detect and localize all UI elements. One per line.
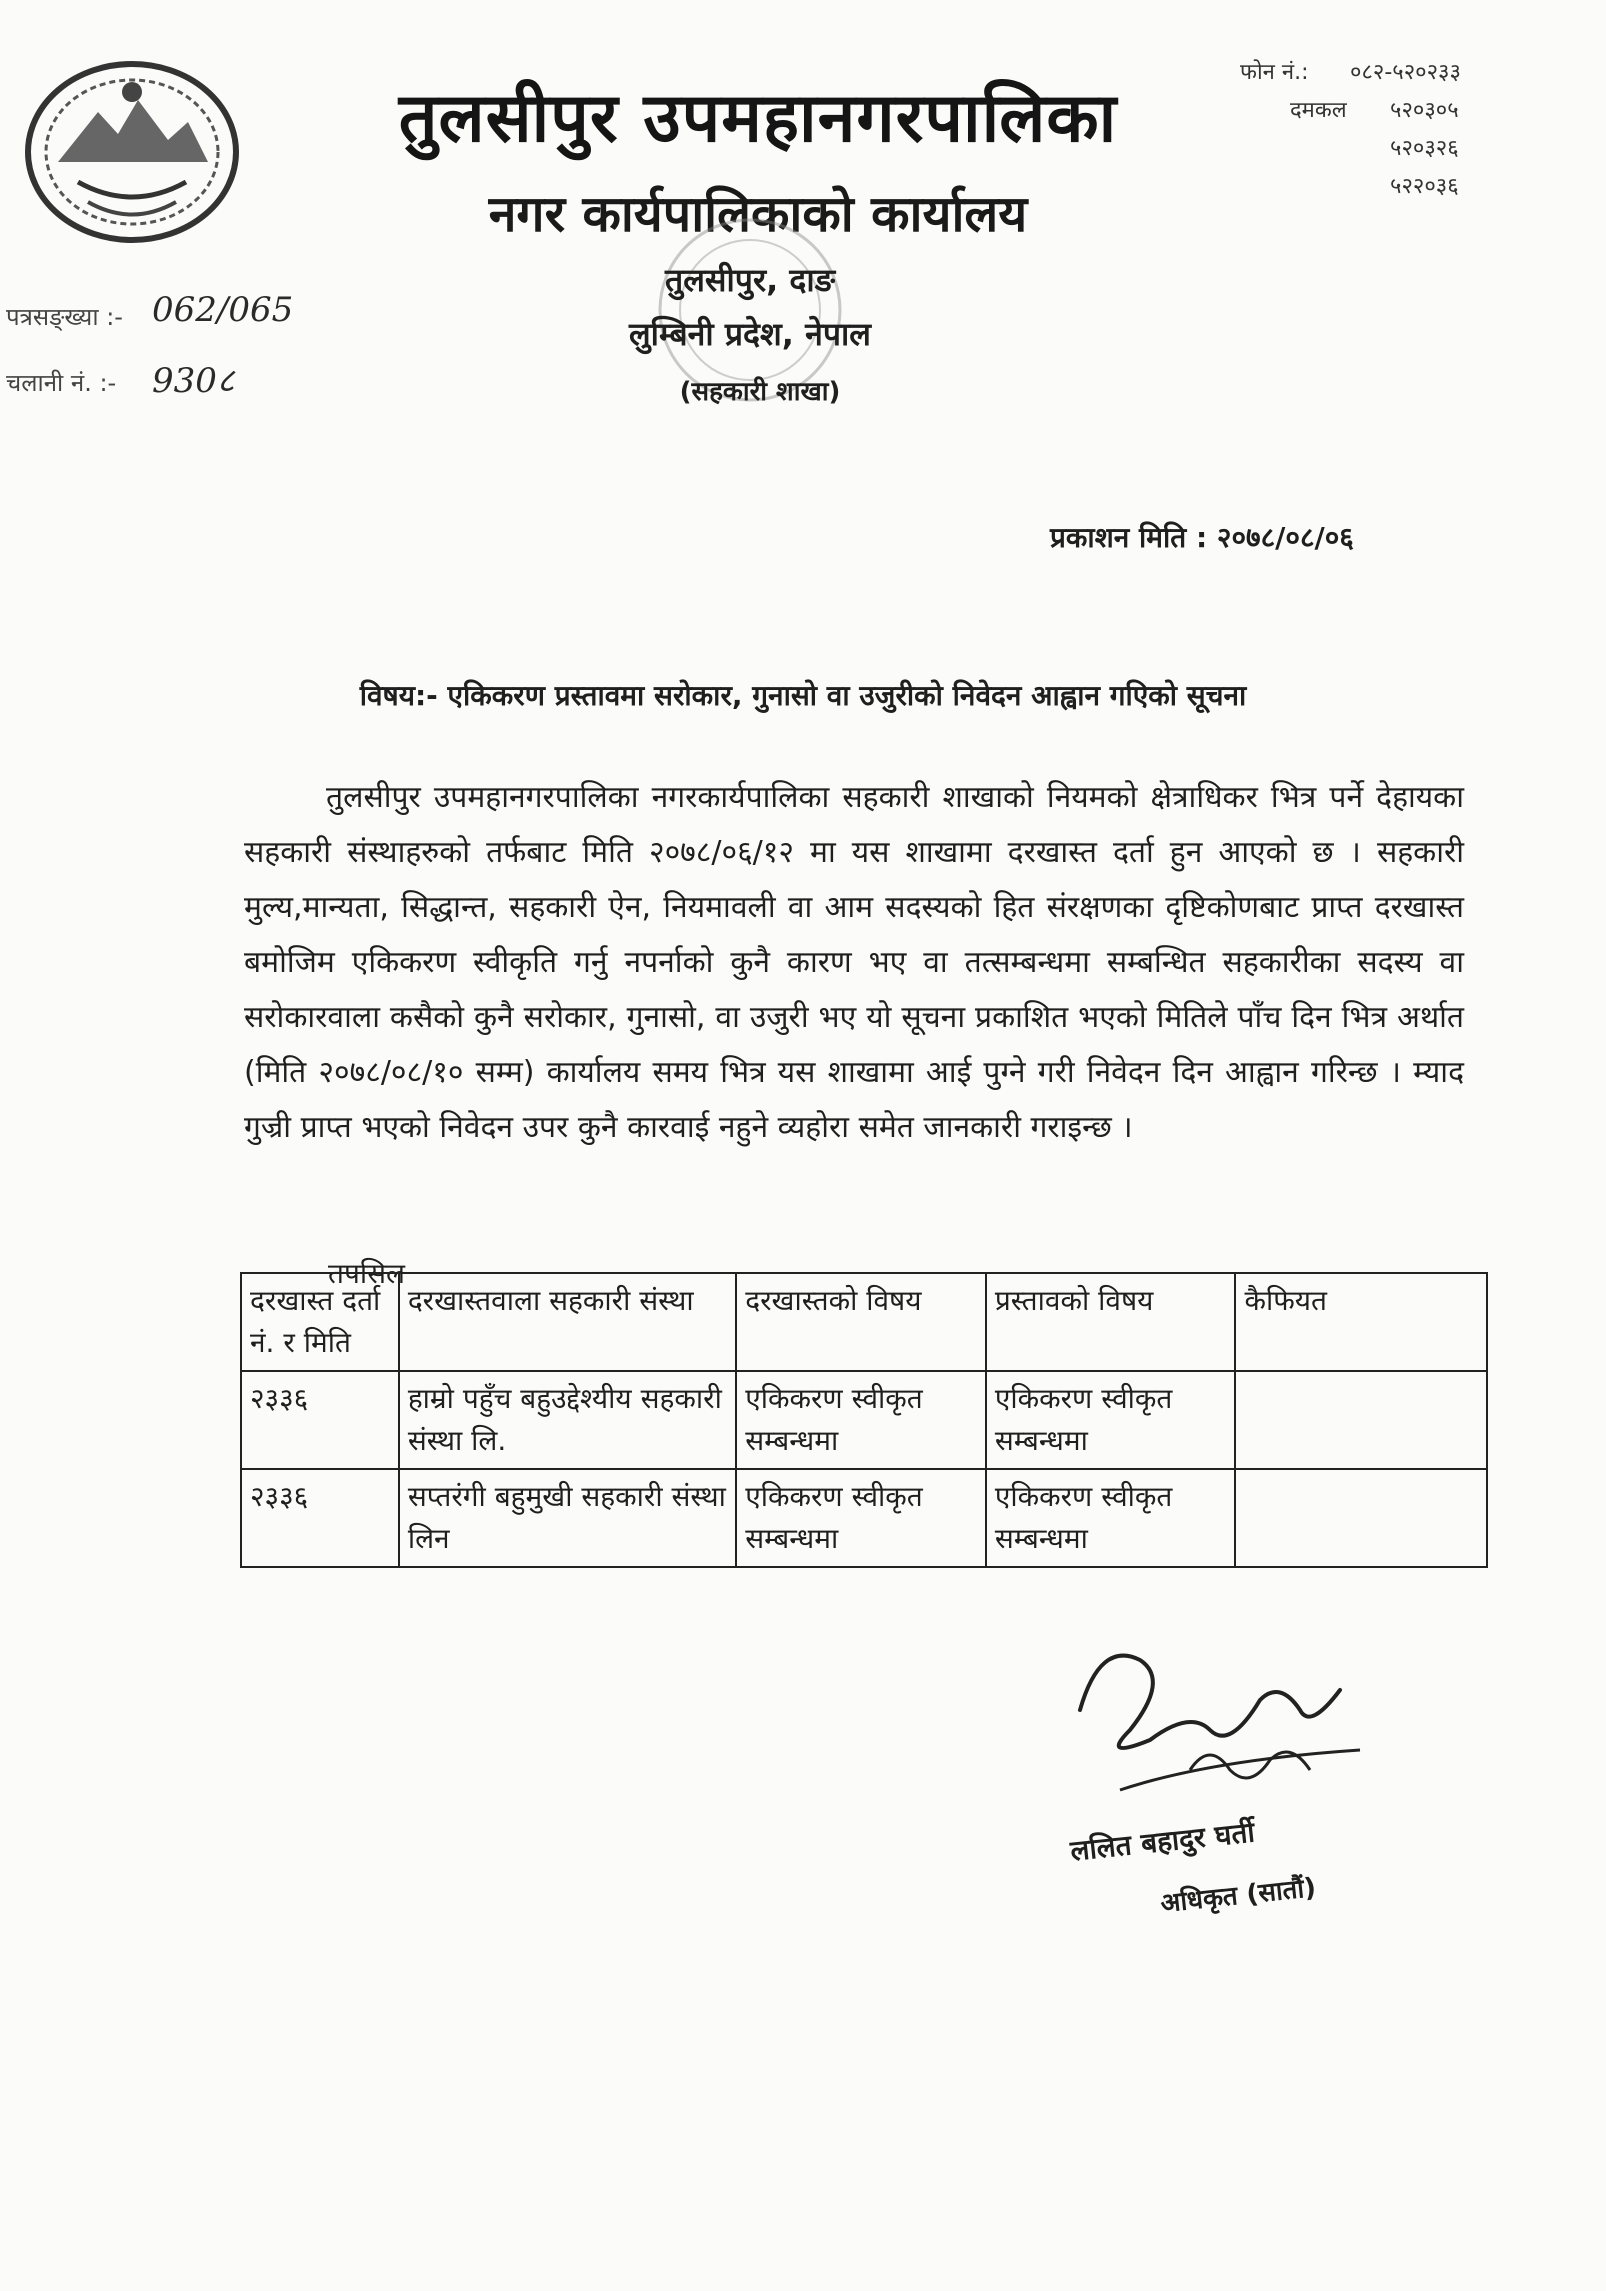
table-cell: २३३६ — [241, 1371, 399, 1469]
table-cell: २३३६ — [241, 1469, 399, 1567]
address-line-1: तुलसीपुर, दाङ — [664, 261, 836, 299]
notice-body: तुलसीपुर उपमहानगरपालिका नगरकार्यपालिका सहकारी शाखाको नियमको क्षेत्राधिकर भित्र पर्ने देहायका सहकारी संस्थाहरुको तर्फबाट मिति २०७८/०६/१२ मा यस शाखामा दरखास्त दर्ता हुन आएको छ । सहकारी मुल्य,मान्यता, सिद्धान्त, सहकारी ऐन, नियमावली वा आम सदस्यको हित संरक्षणका दृष्टिकोणबाट प्राप्त दरखास्त बमोजिम एकिकरण स्वीकृति गर्नु नपर्नाको कुनै कारण भए वा तत्सम्बन्धमा सम्बन्धित सहकारीका सदस्य वा सरोकारवाला कसैको कुनै सरोकार, गुनासो, वा उजुरी भए यो सूचना प्रकाशित भएको मितिले पाँच दिन भित्र अर्थात (मिति २०७८/०८/१० सम्म) कार्यालय समय भित्र यस शाखामा आई पुग्ने गरी निवेदन दिन आह्वान गरिन्छ । म्याद गुज्री प्राप्त भएको निवेदन उपर कुनै कारवाई नहुने व्यहोरा समेत जानकारी गराइन्छ । — [244, 780, 1464, 1145]
dispatch-value: 930८ — [152, 361, 235, 401]
table-cell: एकिकरण स्वीकृत सम्बन्धमा — [736, 1371, 986, 1469]
table-row — [241, 1371, 1487, 1469]
subject-line: विषय:- एकिकरण प्रस्तावमा सरोकार, गुनासो वा उजुरीको निवेदन आह्वान गएिको सूचना — [359, 679, 1247, 712]
dispatch-label: चलानी नं. :- — [6, 369, 117, 397]
letter-no-label: पत्रसङ्ख्या :- — [6, 303, 123, 331]
table-header-cell: प्रस्तावको विषय — [986, 1273, 1236, 1371]
org-name: तुलसीपुर उपमहानगरपालिका — [398, 79, 1118, 158]
signer-name: ललित बहादुर घर्ती — [1068, 1815, 1257, 1868]
phone-3: ५२०३२६ — [1390, 136, 1459, 161]
table-cell — [1235, 1469, 1487, 1567]
table-cell: एकिकरण स्वीकृत सम्बन्धमा — [986, 1371, 1236, 1469]
table-row — [241, 1469, 1487, 1567]
branch-name: (सहकारी शाखा) — [679, 377, 841, 407]
table-header-row — [241, 1273, 1487, 1371]
table-cell: एकिकरण स्वीकृत सम्बन्धमा — [736, 1469, 986, 1567]
table-cell: एकिकरण स्वीकृत सम्बन्धमा — [986, 1469, 1236, 1567]
table-header-cell: दरखास्तवाला सहकारी संस्था — [399, 1273, 736, 1371]
table-header-cell: दरखास्त दर्ता नं. र मिति — [241, 1273, 399, 1371]
phone-4: ५२२०३६ — [1390, 174, 1459, 199]
office-name: नगर कार्यपालिकाको कार्यालय — [488, 185, 1028, 243]
table-cell — [1235, 1371, 1487, 1469]
phone-fire: ५२०३०५ — [1390, 98, 1459, 123]
signature-icon — [1060, 1620, 1380, 1820]
table-header-cell: कैफियत — [1235, 1273, 1487, 1371]
annex-table — [240, 1272, 1488, 1568]
table-header-cell: दरखास्तको विषय — [736, 1273, 986, 1371]
phone-label: फोन नं.: — [1240, 60, 1309, 85]
municipality-emblem-icon — [18, 52, 246, 248]
table-cell: सप्तरंगी बहुमुखी सहकारी संस्था लिन — [399, 1469, 736, 1567]
table-cell: हाम्रो पहुँच बहुउद्देश्यीय सहकारी संस्था लि. — [399, 1371, 736, 1469]
letter-no-value: 062/065 — [152, 290, 294, 330]
phone-main: ०८२-५२०२३३ — [1350, 60, 1461, 85]
signer-title: अधिकृत (सातौं) — [1159, 1872, 1318, 1920]
fire-label: दमकल — [1290, 98, 1347, 123]
address-line-2: लुम्बिनी प्रदेश, नेपाल — [628, 315, 872, 353]
annex-label: तपसिल — [328, 1257, 406, 1290]
publication-date: प्रकाशन मिति : २०७८/०८/०६ — [1050, 521, 1354, 554]
